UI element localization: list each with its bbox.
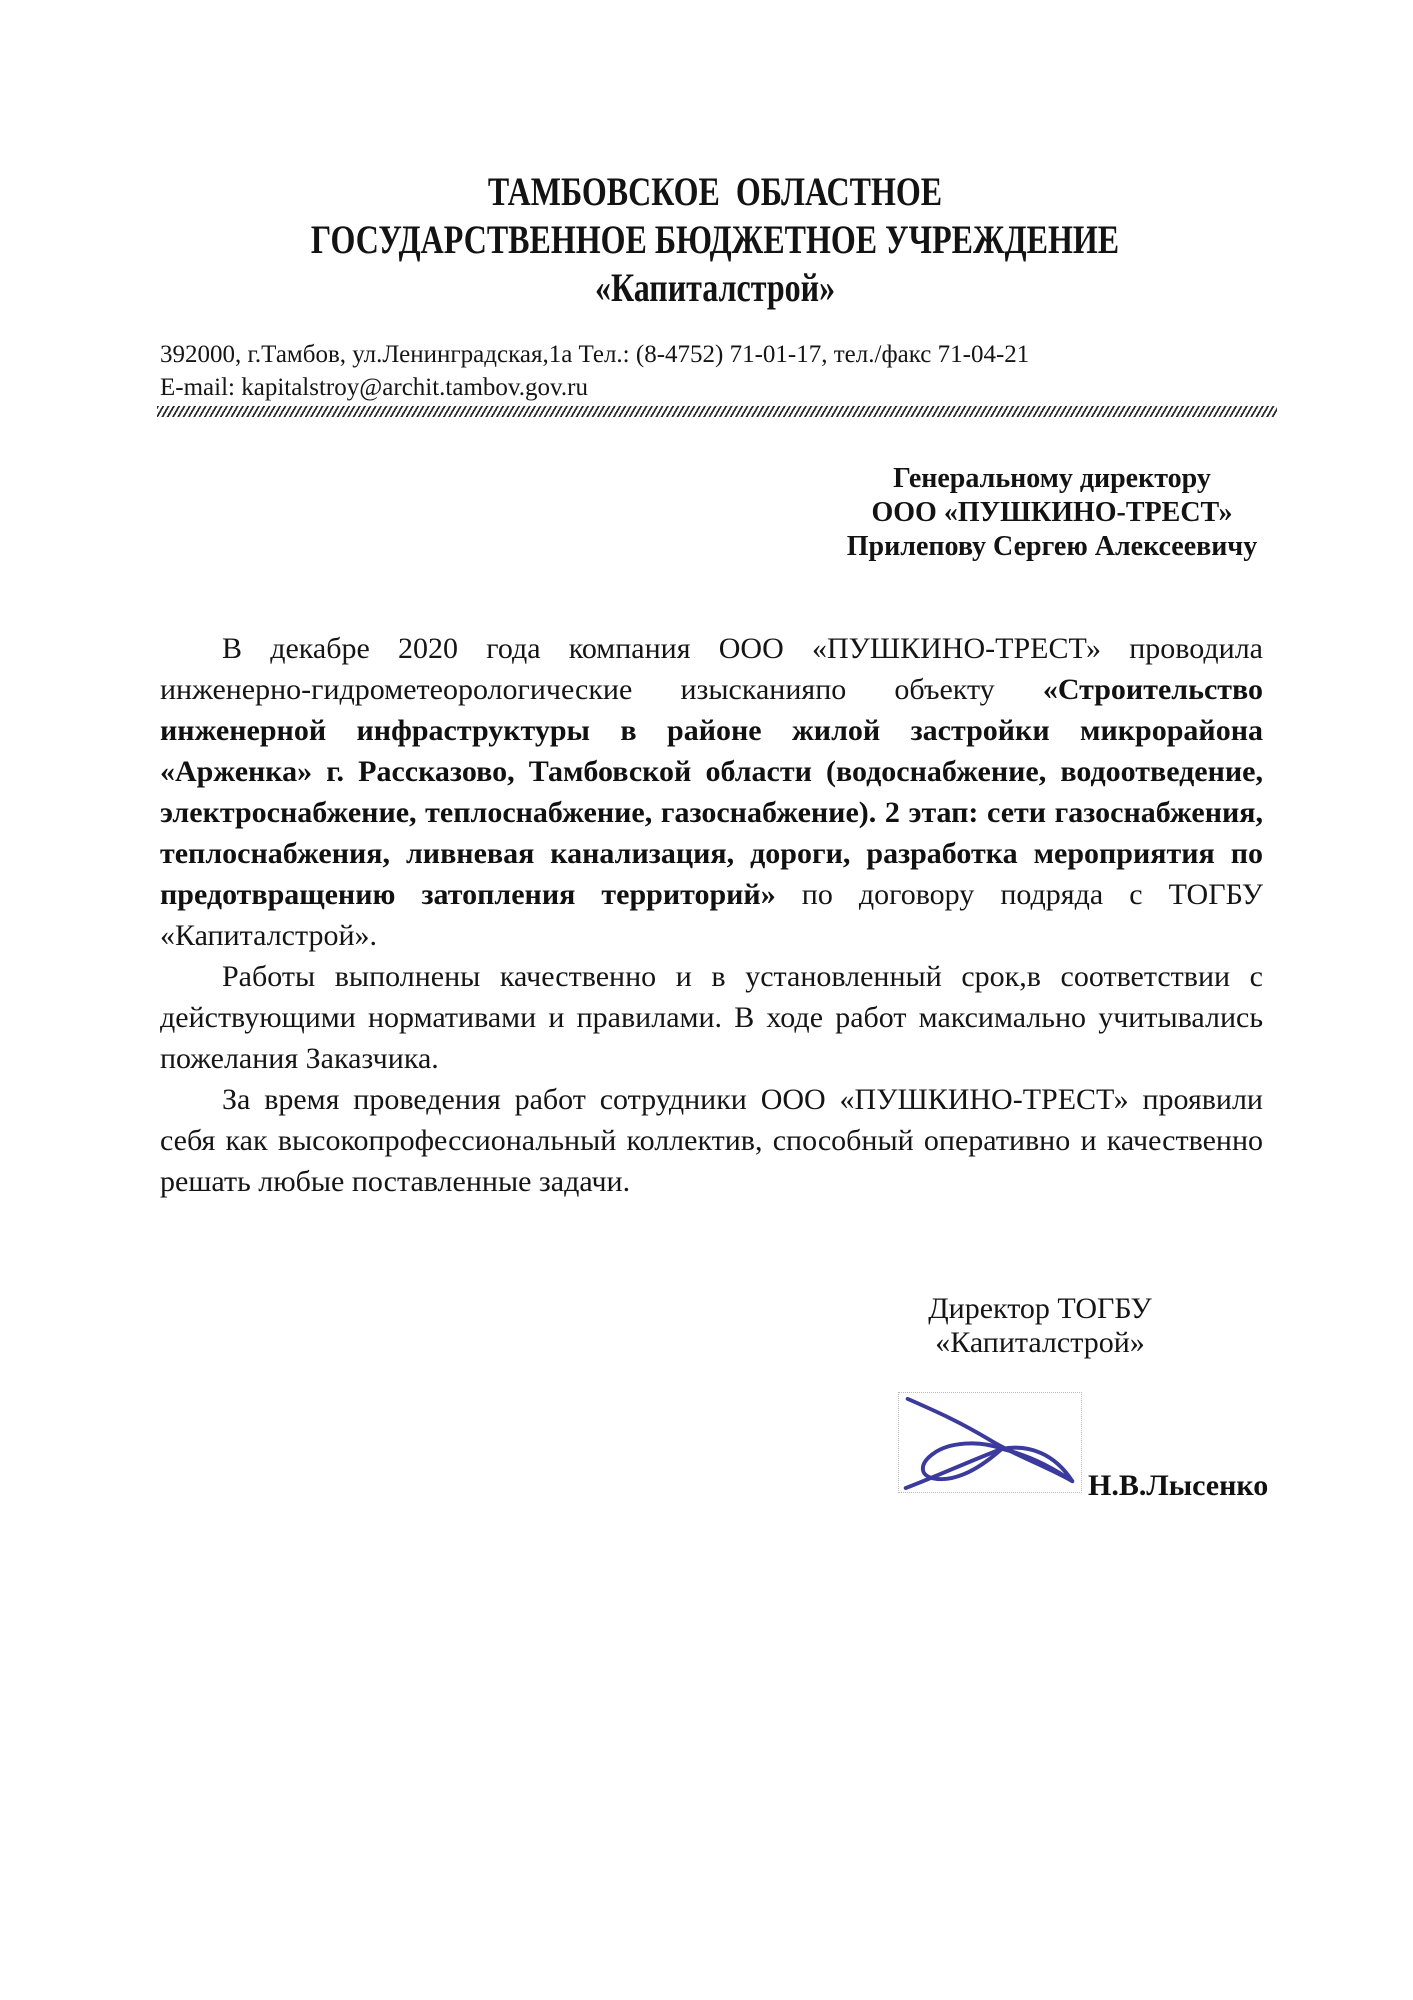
paragraph-1-project-title: «Строительство инженерной инфраструктуры в районе жилой застройки микрорайона «Арженка» г. Рассказово, Тамбовской области (водоснабжение, водоотведение, электроснабжение, теплоснабжение, газоснабжение). 2 этап: сети газоснабжения, теплоснабжения, ливневая канализация, дороги, разработка мероприятия по предотвращению затопления территорий» [160,673,1263,911]
paragraph-1-intro: В декабре 2020 года компания ООО «ПУШКИНО-ТРЕСТ» проводила инженерно-гидрометеорологические изысканияпо объекту [160,632,1263,706]
address-phone-line: 392000, г.Тамбов, ул.Ленинградская,1а Тел.: (8-4752) 71-01-17, тел./факс 71-04-21 [160,341,1030,368]
signature-stroke-diagonal [908,1399,1073,1481]
addressee-company: ООО «ПУШКИНО-ТРЕСТ» [871,497,1233,528]
letter-body [160,628,1263,1202]
addressee-position: Генеральному директору [893,463,1211,494]
signature-stroke-upstroke [906,1449,1002,1488]
paragraph-1 [160,628,1263,956]
signature-stroke-loop [923,1443,1002,1479]
paragraph-3: За время проведения работ сотрудники ООО «ПУШКИНО-ТРЕСТ» проявили себя как высокопрофессиональный коллектив, способный оперативно и качественно решать любые поставленные задачи. [160,1083,1263,1198]
addressee-block [838,462,1266,564]
hatched-divider-line [157,406,1277,417]
org-header-line-3: «Капиталстрой» [594,265,836,310]
email-line: E-mail: kapitalstroy@archit.tambov.gov.ru [160,374,589,401]
signer-title-line-2: «Капиталстрой» [935,1326,1145,1359]
paragraph-1-closing: по договору подряда с ТОГБУ «Капиталстрой». [160,878,1263,952]
signer-title-block [900,1292,1180,1360]
org-header-line-1: ТАМБОВСКОЕ ОБЛАСТНОЕ [487,169,943,214]
signature-scribble [899,1393,1081,1492]
org-header-line-2: ГОСУДАРСТВЕННОЕ БЮДЖЕТНОЕ УЧРЕЖДЕНИЕ [310,217,1120,262]
signer-name: Н.В.Лысенко [1088,1469,1269,1502]
addressee-person: Прилепову Сергею Алексеевичу [846,531,1258,562]
contact-info-block [160,338,1270,404]
signature-image-frame [898,1392,1082,1493]
signer-title-line-1: Директор ТОГБУ [928,1292,1152,1325]
organization-header [160,168,1270,312]
paragraph-2: Работы выполнены качественно и в установленный срок,в соответствии с действующими нормативами и правилами. В ходе работ максимально учитывались пожелания Заказчика. [160,960,1263,1075]
